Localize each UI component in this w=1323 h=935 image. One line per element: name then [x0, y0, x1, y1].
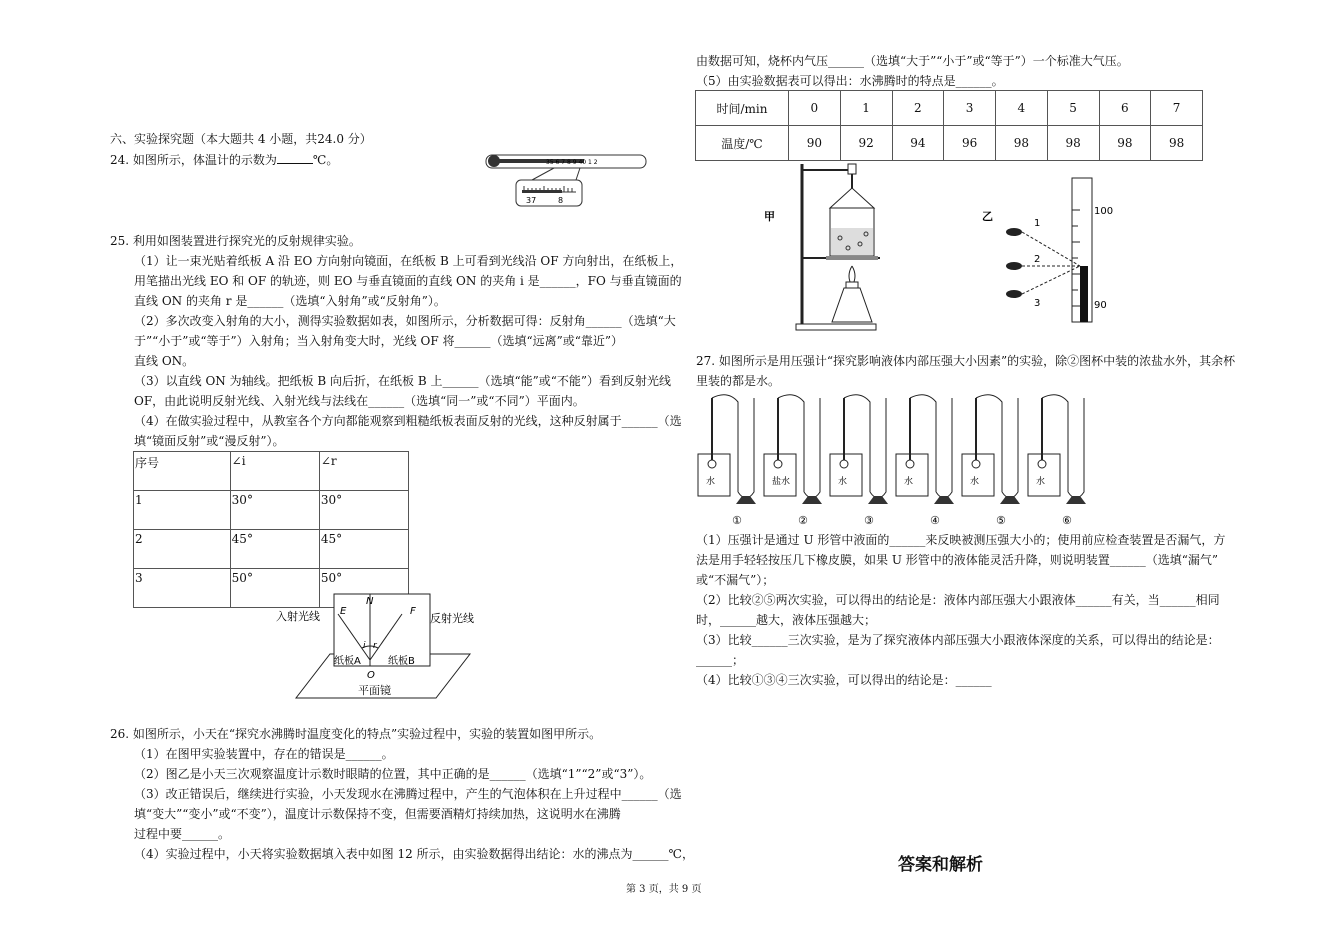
label-o: O	[367, 670, 375, 681]
label-n: N	[366, 596, 374, 607]
gauge-probe	[972, 460, 980, 468]
q25-line: （2）多次改变入射角的大小，测得实验数据如表，如图所示，分析数据可得：反射角______（选填“大	[134, 314, 676, 328]
label-yi: 乙	[982, 210, 993, 223]
q25-line: 直线 ON。	[134, 354, 195, 368]
table-cell: 5	[1047, 91, 1099, 126]
gauge-stand	[1066, 496, 1086, 504]
q25-line: 直线 ON 的夹角 r 是______（选填“入射角”或“反射角”）。	[134, 294, 446, 308]
incident-label: 入射光线	[276, 610, 320, 623]
reflection-figure	[270, 590, 500, 700]
gauge-number: ⑥	[1062, 514, 1072, 527]
table-cell: 94	[892, 126, 944, 161]
q27-line: （4）比较①③④三次实验，可以得出的结论是：______	[696, 673, 992, 687]
gauge-tube	[936, 398, 952, 498]
table-cell: 45°	[230, 530, 319, 569]
q27-line: 时，______越大，液体压强越大；	[696, 613, 877, 627]
label-90: 90	[1094, 300, 1107, 311]
q25-line: （3）以直线 ON 为轴线。把纸板 B 向后折，在纸板 B 上______（选填“能”或“不能”）看到反射光线	[134, 374, 672, 388]
label-board-b: 纸板B	[388, 656, 415, 667]
label-i: i	[363, 641, 366, 651]
table-header: 温度/℃	[696, 126, 789, 161]
q27-line: （2）比较②⑤两次实验，可以得出的结论是：液体内部压强大小跟液体______有关，当______相同	[696, 593, 1220, 607]
pressure-gauge	[896, 395, 954, 527]
table-cell: 45°	[319, 530, 408, 569]
table-cell: 7	[1151, 91, 1203, 126]
eye-label-1: 1	[1034, 218, 1041, 229]
q25-line: 用笔描出光线 EO 和 OF 的轨迹，则 EO 与垂直镜面的直线 ON 的夹角 i 是______，FO 与垂直镜面的	[134, 274, 682, 288]
table-cell: 3	[944, 91, 996, 126]
gauge-liquid-label: 水	[838, 477, 848, 487]
gauge-probe	[708, 460, 716, 468]
thermometer-reading-figure	[980, 176, 1125, 324]
q26-line: （4）实验过程中，小天将实验数据填入表中如图 12 所示，由实验数据得出结论：水的沸点为______℃，	[134, 847, 694, 861]
q27-line: （3）比较______三次实验，是为了探究液体内部压强大小跟液体深度的关系，可以得出的结论是：	[696, 633, 1220, 647]
pressure-gauge	[764, 395, 822, 527]
table-row	[696, 91, 1203, 126]
gauge-stand	[934, 496, 954, 504]
q27-line: 法是用手轻轻按压几下橡皮膜，如果 U 形管中的液体能灵活升降，则说明装置______（选填“漏气”	[696, 553, 1219, 567]
lid	[830, 188, 874, 208]
table-row	[134, 491, 409, 530]
label-e: E	[340, 606, 347, 617]
gauge-number: ③	[864, 514, 874, 527]
table-cell: 2	[892, 91, 944, 126]
table-cell: 30°	[319, 491, 408, 530]
table-cell: 1	[134, 491, 231, 530]
gauge-number: ⑤	[996, 514, 1006, 527]
label-100: 100	[1094, 206, 1114, 217]
liquid-column	[1080, 266, 1088, 322]
q27-intro2: 里装的都是水。	[696, 374, 781, 388]
gauge-number: ②	[798, 514, 808, 527]
gauge-liquid-label: 水	[706, 477, 716, 487]
table-header: ∠r	[319, 452, 408, 491]
q26-line: （1）在图甲实验装置中，存在的错误是______。	[134, 747, 394, 761]
q25-line: OF，由此说明反射光线、入射光线与法线在______（选填“同一”或“不同”）平面内。	[134, 394, 585, 408]
gauge-tube	[804, 398, 820, 498]
gauge-tube	[870, 398, 886, 498]
label-r: r	[373, 641, 377, 651]
table-cell: 50°	[230, 569, 319, 608]
stand-base	[796, 324, 876, 330]
gauge-probe	[840, 460, 848, 468]
label-jia: 甲	[764, 210, 775, 223]
thermometer-marks: 35 6 7 8 9 40 1 2	[546, 159, 598, 166]
q26-line: （2）图乙是小天三次观察温度计示数时眼睛的位置，其中正确的是______（选填“1”“2”或“3”）。	[134, 767, 652, 781]
thermometer-figure	[484, 148, 650, 208]
gauge-stand	[736, 496, 756, 504]
q27-intro: 27. 如图所示是用压强计“探究影响液体内部压强大小因素”的实验，除②图杯中装的浓盐水外，其余杯	[696, 354, 1236, 368]
table-cell: 50°	[319, 569, 408, 608]
boiling-table	[695, 90, 1203, 161]
table-row	[134, 452, 409, 491]
table-cell: 96	[944, 126, 996, 161]
q26-intro: 26. 如图所示，小天在“探究水沸腾时温度变化的特点”实验过程中，实验的装置如图甲所示。	[110, 727, 602, 741]
boiling-apparatus-figure	[760, 162, 890, 334]
gauge-probe	[774, 460, 782, 468]
table-cell: 1	[840, 91, 892, 126]
q25-line: 于”“小于”或“等于”）入射角；当入射角变大时，光线 OF 将______（选填“远离”或“靠近”）	[134, 334, 624, 348]
scale-label-8: 8	[558, 196, 564, 205]
label-board-a: 纸板A	[334, 656, 361, 667]
table-cell: 92	[840, 126, 892, 161]
section-title: 六、实验探究题（本大题共 4 小题，共24.0 分）	[110, 132, 372, 146]
gauge-probe	[1038, 460, 1046, 468]
gauge-number: ④	[930, 514, 940, 527]
table-cell: 4	[996, 91, 1048, 126]
gauge-tube	[1068, 398, 1084, 498]
gauge-stand	[1000, 496, 1020, 504]
table-cell: 2	[134, 530, 231, 569]
table-header: 序号	[134, 452, 231, 491]
answer-title: 答案和解析	[898, 855, 983, 875]
pressure-gauge	[962, 395, 1020, 527]
label-mirror: 平面镜	[358, 684, 391, 697]
q26-line: 过程中要______。	[134, 827, 231, 841]
gauge-liquid-label: 水	[970, 477, 980, 487]
q26-line: 填“变大”“变小”或“不变”），温度计示数保持不变，但需要酒精灯持续加热，这说明水在沸腾	[134, 807, 621, 821]
table-cell: 6	[1099, 91, 1151, 126]
q26-line: （3）改正错误后，继续进行实验，小天发现水在沸腾过程中，产生的气泡体积在上升过程中______（选	[134, 787, 682, 801]
page-footer: 第 3 页，共 9 页	[626, 884, 702, 895]
q25-line: 填“镜面反射”或“漫反射”）。	[134, 434, 285, 448]
q27-line: 或“不漏气”）；	[696, 573, 775, 587]
gauge-probe	[906, 460, 914, 468]
q25-line: （1）让一束光贴着纸板 A 沿 EO 方向射向镜面，在纸板 B 上可看到光线沿 OF 方向射出，在纸板上，	[134, 254, 683, 268]
eye-label-3: 3	[1034, 298, 1041, 309]
gauge-liquid-label: 盐水	[772, 477, 791, 487]
pressure-gauge	[830, 395, 888, 527]
pressure-gauge	[1028, 395, 1086, 527]
gauge-liquid-label: 水	[1036, 477, 1046, 487]
gauge-liquid-label: 水	[904, 477, 914, 487]
alcohol-lamp	[832, 288, 872, 322]
table-cell: 90	[789, 126, 841, 161]
reflection-table	[133, 451, 409, 608]
eye-label-2: 2	[1034, 254, 1041, 265]
label-f: F	[410, 606, 416, 617]
gauge-number: ①	[732, 514, 742, 527]
q25-line: （4）在做实验过程中，从教室各个方向都能观察到粗糙纸板表面反射的光线，这种反射属于______（选	[134, 414, 682, 428]
table-cell: 0	[789, 91, 841, 126]
table-cell: 98	[1099, 126, 1151, 161]
eye-icon	[1006, 228, 1022, 298]
table-cell: 98	[996, 126, 1048, 161]
q26-cont-line: 由数据可知，烧杯内气压______（选填“大于”“小于”或“等于”）一个标准大气压。	[696, 54, 1129, 68]
gauge-tube	[1002, 398, 1018, 498]
pressure-gauge-figure	[692, 392, 1092, 528]
gauge-stand	[802, 496, 822, 504]
table-row	[696, 126, 1203, 161]
table-cell: 3	[134, 569, 231, 608]
table-header: ∠i	[230, 452, 319, 491]
pressure-gauge	[698, 395, 756, 527]
table-cell: 30°	[230, 491, 319, 530]
table-cell: 98	[1151, 126, 1203, 161]
gauge-stand	[868, 496, 888, 504]
reflected-label: 反射光线	[430, 612, 474, 625]
q27-line: （1）压强计是通过 U 形管中液面的______来反映被测压强大小的；使用前应检查装置是否漏气，方	[696, 533, 1226, 547]
table-cell: 98	[1047, 126, 1099, 161]
scale-label-37: 37	[526, 196, 537, 205]
q24-text: 24. 如图所示，体温计的示数为 ℃。	[110, 153, 339, 167]
table-row	[134, 530, 409, 569]
q25-intro: 25. 利用如图装置进行探究光的反射规律实验。	[110, 234, 361, 248]
q26-cont-line: （5）由实验数据表可以得出：水沸腾时的特点是______。	[696, 74, 1004, 88]
q27-line: ______；	[696, 653, 745, 667]
table-header: 时间/min	[696, 91, 789, 126]
gauge-tube	[738, 398, 754, 498]
